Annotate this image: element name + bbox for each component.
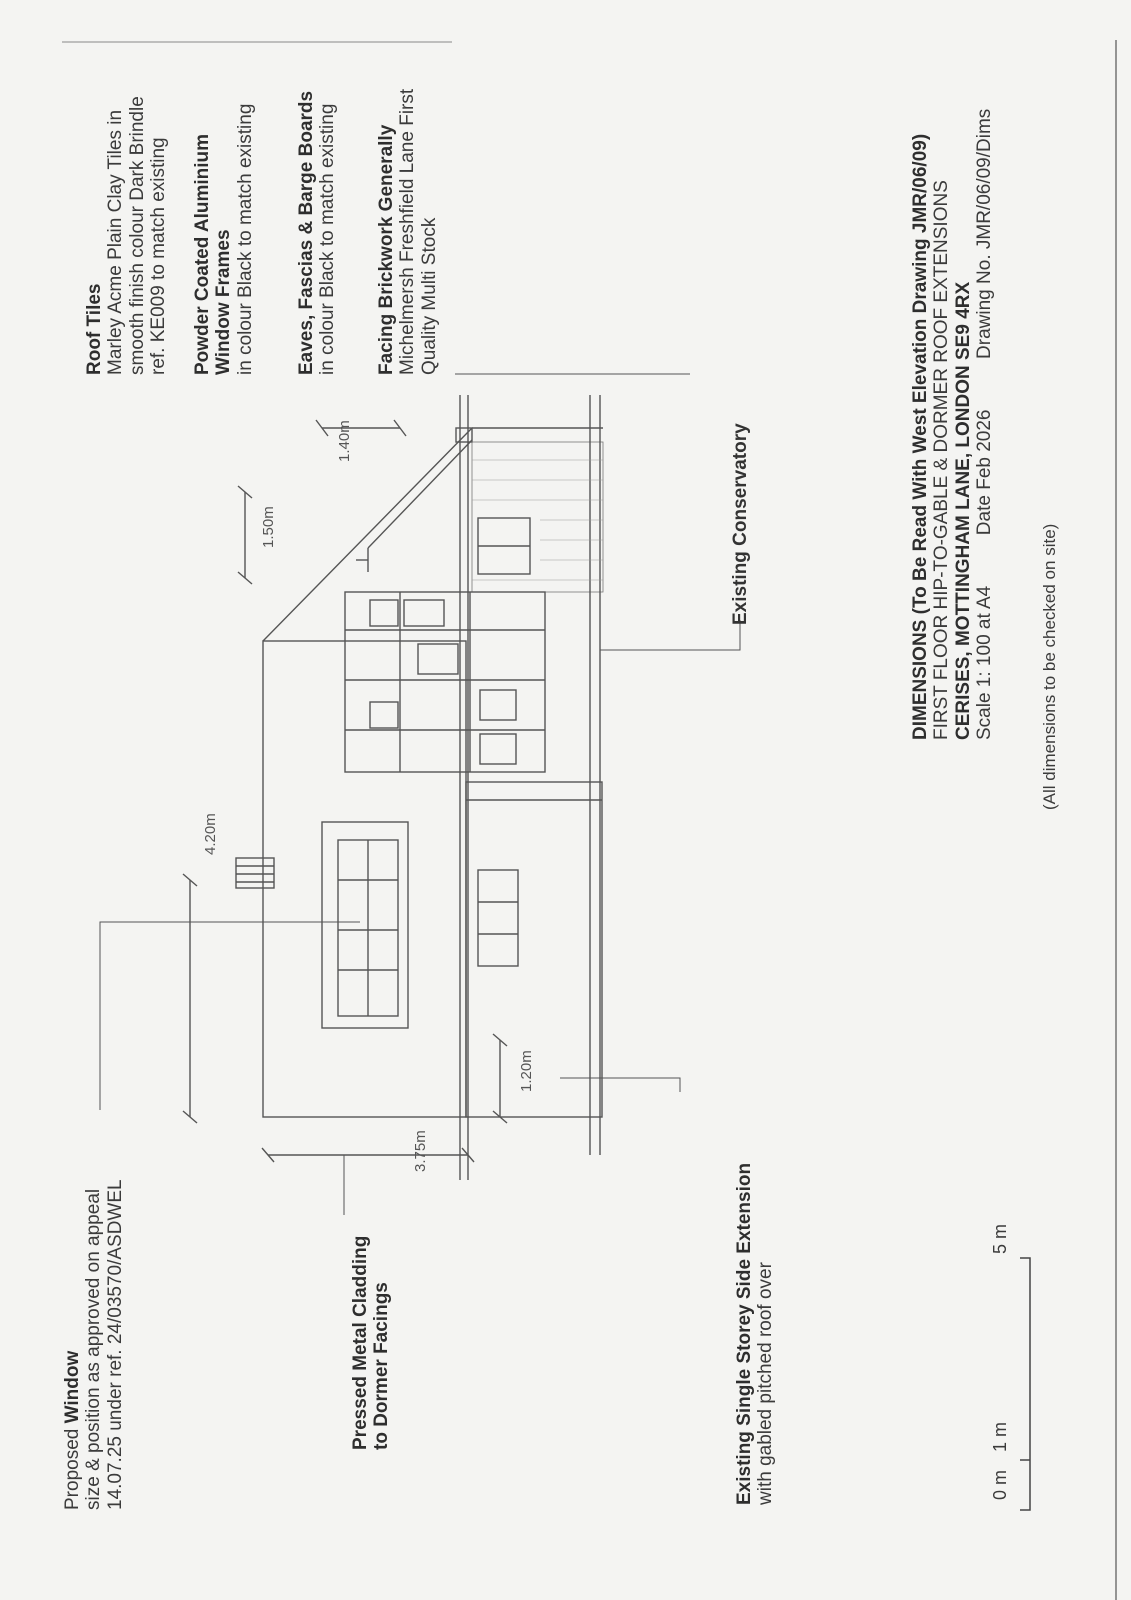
scale-label-5m: 5 m — [990, 1223, 1010, 1254]
facing-brickwork-note: Facing Brickwork Generally Michelmersh Freshfield Lane First Quality Multi Stock — [376, 88, 440, 375]
dim-1-20m: 1.20m — [518, 1050, 535, 1092]
scale-label-0m: 0 m — [990, 1469, 1010, 1500]
dim-4-20m: 4.20m — [202, 813, 219, 855]
roof-tiles-note: Roof Tiles Marley Acme Plain Clay Tiles in smooth finish colour Dark Brindle ref. KE009 to match existing — [84, 96, 169, 375]
conservatory-label: Existing Conservatory — [730, 423, 751, 625]
proposed-window-note: Proposed Window size & position as approved on appeal 14.07.25 under ref. 24/03570/ASDWEL — [62, 1179, 126, 1510]
pressed-metal-note: Pressed Metal Cladding to Dormer Facings — [350, 1235, 393, 1450]
dim-3-75m: 3.75m — [412, 1130, 429, 1172]
existing-extension-note: Existing Single Storey Side Extension with gabled pitched roof over — [734, 1162, 777, 1505]
title-block: DIMENSIONS (To Be Read With West Elevation Drawing JMR/06/09) FIRST FLOOR HIP-TO-GABLE & DORMER ROOF EXTENSIONS CERISES, MOTTINGHAM LANE, LONDON SE9 4RX Scale 1: 100 at A4 Date Feb 2026 Drawing No. JMR/06/09/Dims — [910, 108, 995, 740]
scale-label-1m: 1 m — [990, 1421, 1010, 1452]
site-check-note: (All dimensions to be checked on site) — [1040, 523, 1059, 810]
powder-coated-note: Powder Coated Aluminium Window Frames in colour Black to match existing — [192, 103, 256, 375]
dim-1-40m: 1.40m — [336, 420, 353, 462]
eaves-note: Eaves, Fascias & Barge Boards in colour Black to match existing — [296, 90, 339, 375]
dim-1-50m: 1.50m — [260, 506, 277, 548]
